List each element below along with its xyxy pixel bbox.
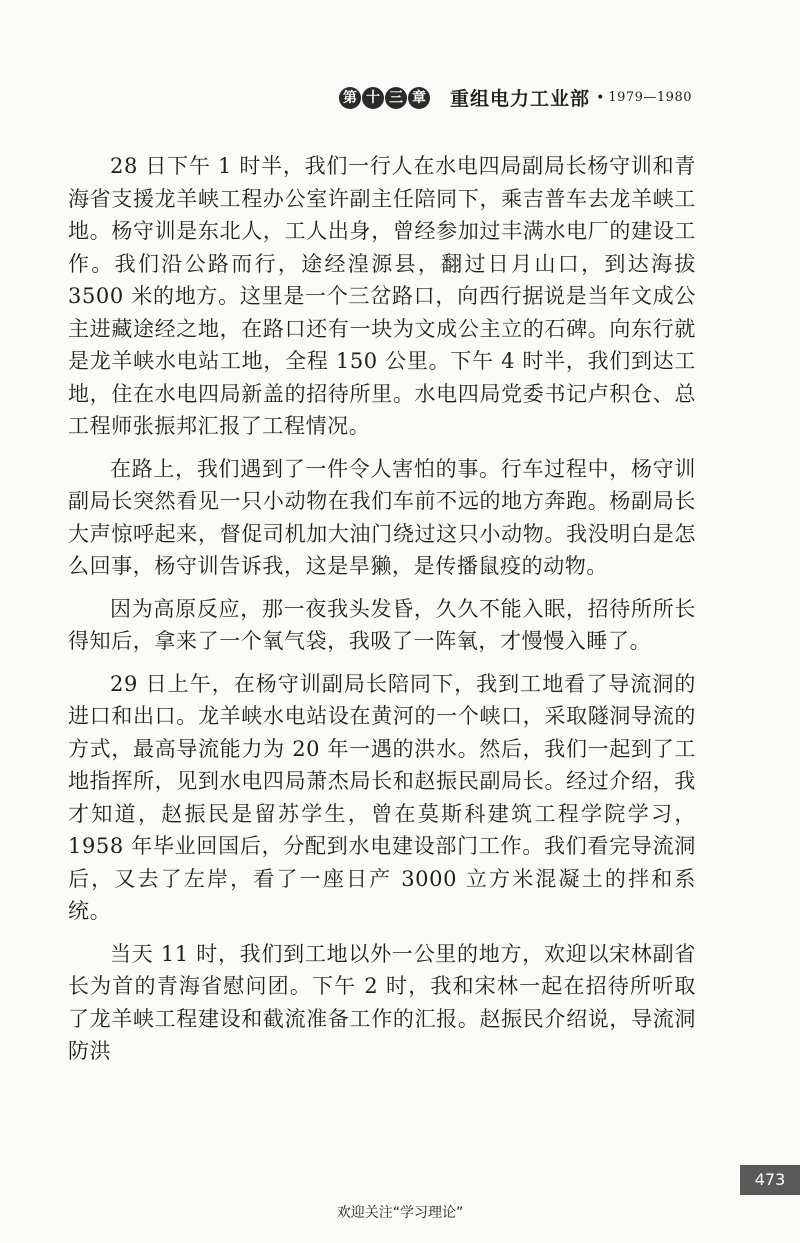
chapter-label <box>339 87 430 109</box>
chapter-years: 1979—1980 <box>608 90 692 105</box>
chapter-char: 三 <box>385 87 407 109</box>
paragraph: 因为高原反应，那一夜我头发昏，久久不能入眠，招待所所长得知后，拿来了一个氧气袋，我吸了一阵氧，才慢慢入睡了。 <box>68 596 696 653</box>
header-separator: • <box>596 89 605 106</box>
chapter-char: 十 <box>362 87 384 109</box>
paragraph: 29 日上午，在杨守训副局长陪同下，我到工地看了导流洞的进口和出口。龙羊峡水电站设在黄河的一个峡口，采取隧洞导流的方式，最高导流能力为 20 年一遇的洪水。然后，我们一起到了工地指挥所，见到水电四局萧杰局长和赵振民副局长。经过介绍，我才知道，赵振民是留苏学生，曾在莫斯科建筑工程学院学习，1958 年毕业回国后，分配到水电建设部门工作。我们看完导流洞后，又去了左岸，看了一座日产 3000 立方米混凝土的拌和系统。 <box>68 671 696 923</box>
chapter-char: 第 <box>339 87 361 109</box>
paragraph: 当天 11 时，我们到工地以外一公里的地方，欢迎以宋林副省长为首的青海省慰问团。下午 2 时，我和宋林一起在招待所听取了龙羊峡工程建设和截流准备工作的汇报。赵振民介绍说，导流洞防洪 <box>68 941 696 1063</box>
footer-note: 欢迎关注“学习理论” <box>336 1205 464 1221</box>
body-text <box>68 150 696 1078</box>
running-header <box>339 84 692 111</box>
chapter-title: 重组电力工业部 <box>450 88 591 110</box>
paragraph: 在路上，我们遇到了一件令人害怕的事。行车过程中，杨守训副局长突然看见一只小动物在我们车前不远的地方奔跑。杨副局长大声惊呼起来，督促司机加大油门绕过这只小动物。我没明白是怎么回事，杨守训告诉我，这是旱獭，是传播鼠疫的动物。 <box>68 456 696 578</box>
page-number: 473 <box>740 1165 800 1195</box>
chapter-char: 章 <box>408 87 430 109</box>
paragraph: 28 日下午 1 时半，我们一行人在水电四局副局长杨守训和青海省支援龙羊峡工程办公室许副主任陪同下，乘吉普车去龙羊峡工地。杨守训是东北人，工人出身，曾经参加过丰满水电厂的建设工作。我们沿公路而行，途经湟源县，翻过日月山口，到达海拔 3500 米的地方。这里是一个三岔路口，向西行据说是当年文成公主进藏途经之地，在路口还有一块为文成公主立的石碑。向东行就是龙羊峡水电站工地，全程 150 公里。下午 4 时半，我们到达工地，住在水电四局新盖的招待所里。水电四局党委书记卢积仓、总工程师张振邦汇报了工程情况。 <box>68 154 696 438</box>
